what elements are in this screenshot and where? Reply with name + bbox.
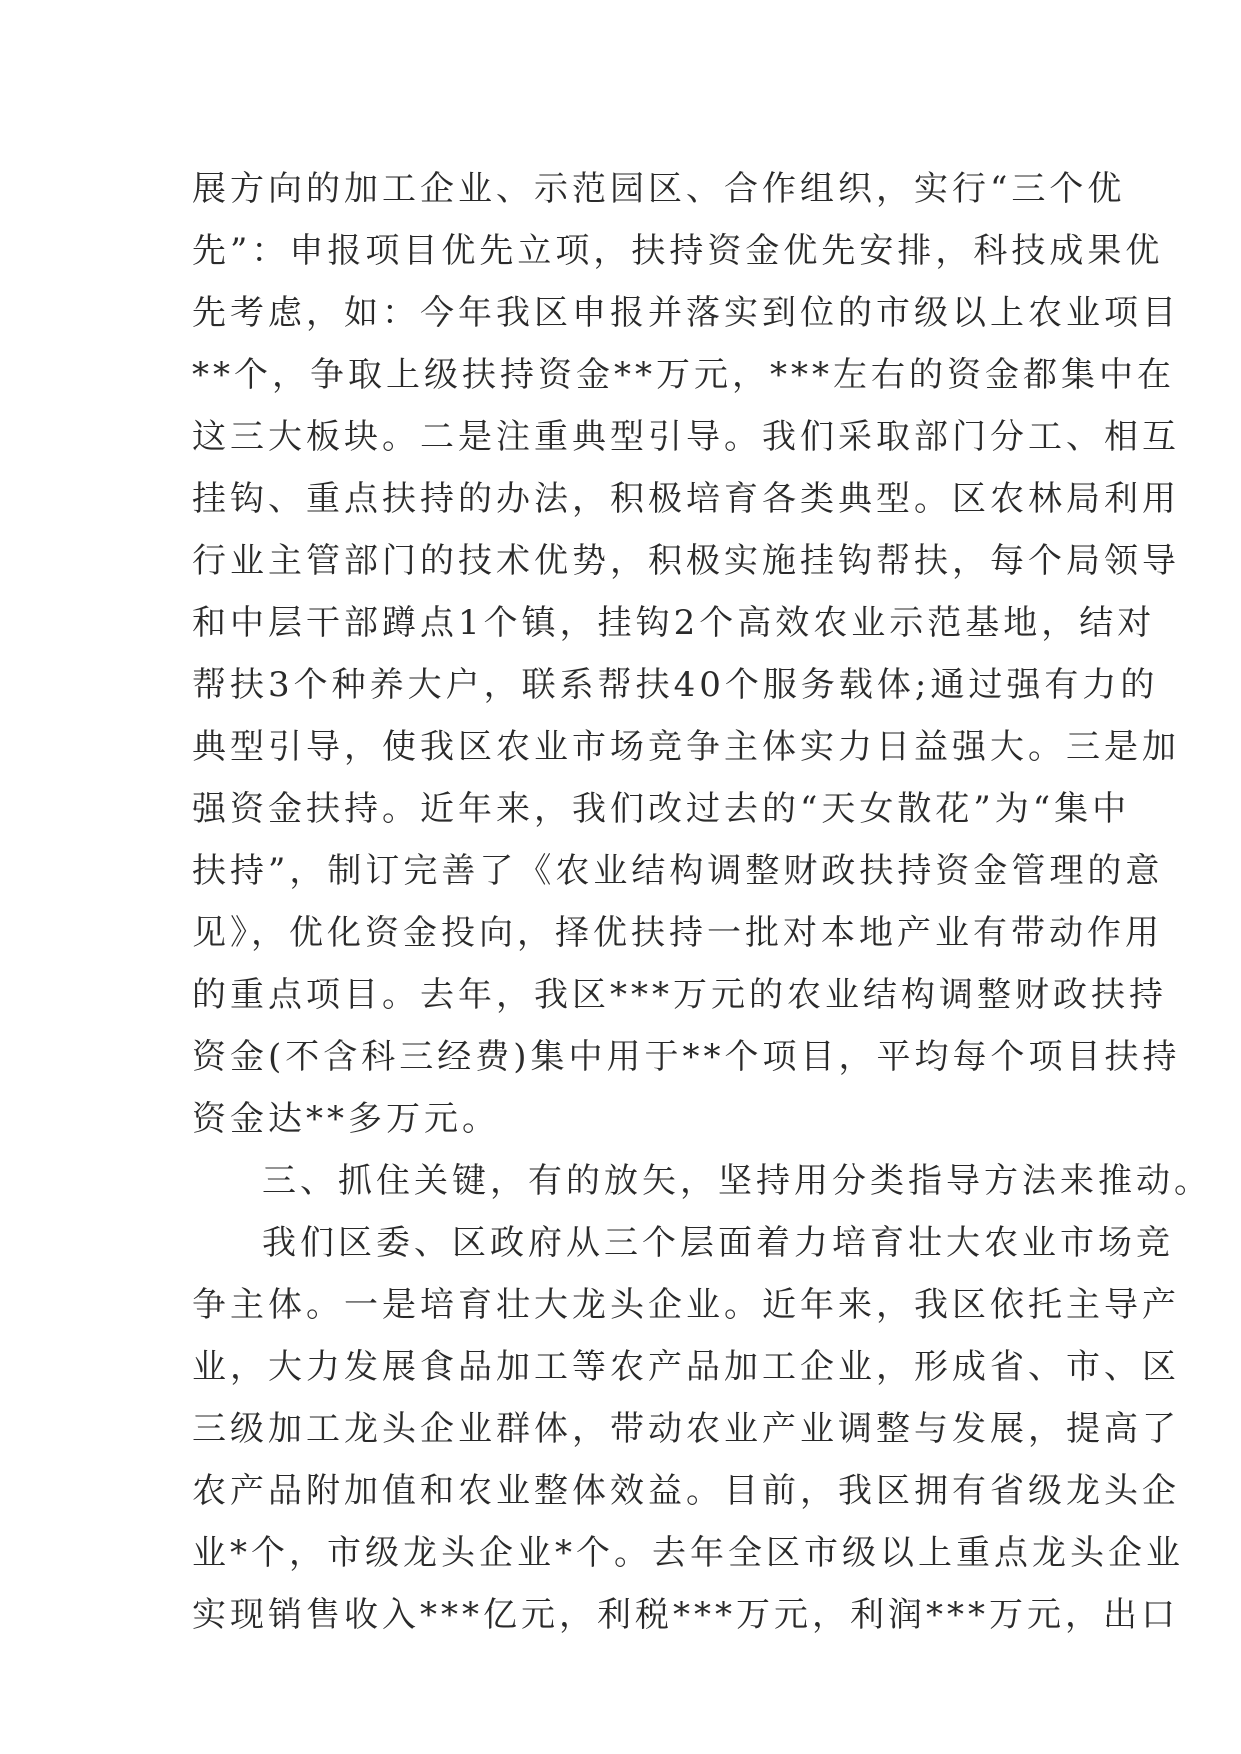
text-line: 业*个，市级龙头企业*个。去年全区市级以上重点龙头企业 (192, 1533, 1184, 1573)
body-text (192, 158, 1212, 1646)
text-line: 和中层干部蹲点1个镇，挂钩2个高效农业示范基地，结对 (192, 603, 1156, 643)
text-line: 农产品附加值和农业整体效益。目前，我区拥有省级龙头企 (192, 1471, 1180, 1511)
text-line: 资金达**多万元。 (192, 1099, 500, 1139)
text-line: 见》，优化资金投向，择优扶持一批对本地产业有带动作用 (192, 913, 1163, 953)
text-line: **个，争取上级扶持资金**万元，***左右的资金都集中在 (192, 355, 1175, 395)
text-line: 行业主管部门的技术优势，积极实施挂钩帮扶，每个局领导 (192, 541, 1180, 581)
text-line: 的重点项目。去年，我区***万元的农业结构调整财政扶持 (192, 975, 1167, 1015)
text-line: 挂钩、重点扶持的办法，积极培育各类典型。区农林局利用 (192, 479, 1180, 519)
text-line: 典型引导，使我区农业市场竞争主体实力日益强大。三是加 (192, 727, 1180, 767)
text-line: 资金(不含科三经费)集中用于**个项目，平均每个项目扶持 (192, 1037, 1181, 1077)
text-line: 争主体。一是培育壮大龙头企业。近年来，我区依托主导产 (192, 1285, 1180, 1325)
text-line: 实现销售收入***亿元，利税***万元，利润***万元，出口 (192, 1595, 1179, 1635)
text-line: 帮扶3个种养大户，联系帮扶40个服务载体;通过强有力的 (192, 665, 1159, 705)
text-line: 这三大板块。二是注重典型引导。我们采取部门分工、相互 (192, 417, 1180, 457)
text-line: 先”：申报项目优先立项，扶持资金优先安排，科技成果优 (192, 231, 1164, 271)
text-line: 先考虑，如：今年我区申报并落实到位的市级以上农业项目 (192, 293, 1180, 333)
text-line: 业，大力发展食品加工等农产品加工企业，形成省、市、区 (192, 1347, 1180, 1387)
text-line: 三级加工龙头企业群体，带动农业产业调整与发展，提高了 (192, 1409, 1180, 1449)
text-line: 强资金扶持。近年来，我们改过去的“天女散花”为“集中 (192, 789, 1131, 829)
text-line: 展方向的加工企业、示范园区、合作组织，实行“三个优 (192, 169, 1126, 209)
text-line: 扶持”，制订完善了《农业结构调整财政扶持资金管理的意 (192, 851, 1164, 891)
section-heading: 三、抓住关键，有的放矢，坚持用分类指导方法来推动。 (262, 1161, 1212, 1201)
text-line: 我们区委、区政府从三个层面着力培育壮大农业市场竞 (262, 1223, 1174, 1263)
